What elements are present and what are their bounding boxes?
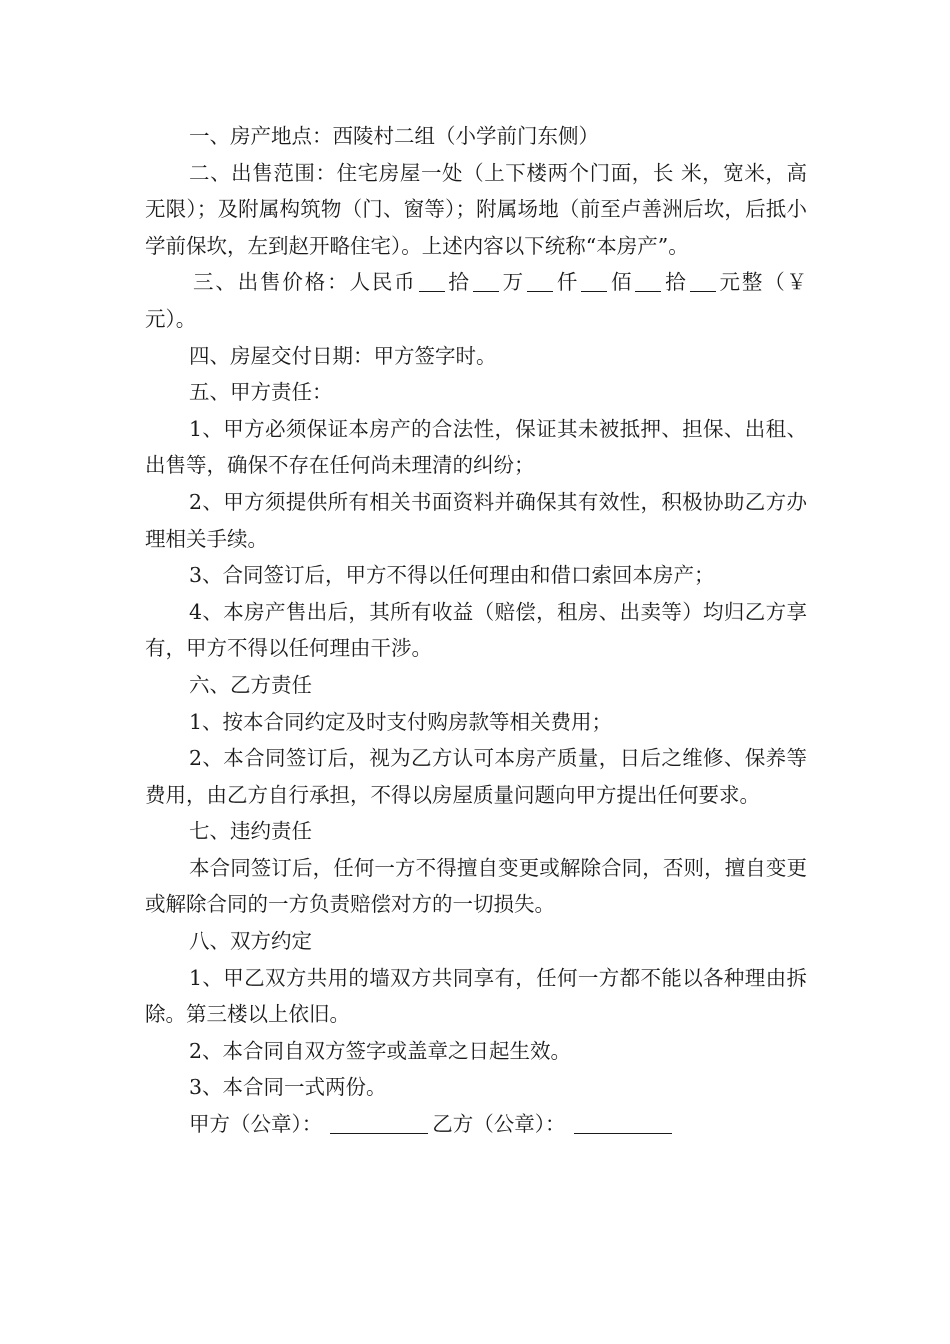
clause-location: 一、房产地点：西陵村二组（小学前门东侧）: [189, 124, 599, 148]
price-blank: [527, 267, 553, 292]
clause-price: [145, 264, 807, 337]
party-a-duty-2: 2、甲方须提供所有相关书面资料并确保其有效性，积极协助乙方办理相关手续。: [145, 489, 807, 551]
heading-agreement: 八、双方约定: [189, 929, 312, 954]
price-unit: 仟: [554, 270, 580, 295]
price-blank: [690, 267, 716, 292]
price-blank: [419, 267, 445, 292]
party-a-duty-4: 4、本房产售出后，其所有收益（赔偿，租房、出卖等）均归乙方享有，甲方不得以任何理由干涉。: [145, 599, 807, 661]
price-unit: 万: [500, 270, 525, 295]
party-b-seal-blank: [574, 1109, 672, 1134]
price-lead: 三、出售价格：人民币: [193, 270, 417, 295]
signature-line: [145, 1106, 807, 1143]
party-a-seal-blank: [330, 1109, 428, 1134]
party-a-duty-3: 3、合同签订后，甲方不得以任何理由和借口索回本房产；: [189, 563, 715, 588]
party-b-duty-1: 1、按本合同约定及时支付购房款等相关费用；: [189, 709, 613, 734]
heading-party-a-duties: 五、甲方责任：: [189, 380, 333, 405]
party-a-seal-label: 甲方（公章）：: [189, 1112, 323, 1137]
agreement-3: 3、本合同一式两份。: [189, 1075, 387, 1100]
price-unit: 拾: [663, 270, 688, 295]
agreement-1: 1、甲乙双方共用的墙双方共同享有，任何一方都不能以各种理由拆除。第三楼以上依旧。: [145, 965, 807, 1027]
agreement-2: 2、本合同自双方签字或盖章之日起生效。: [189, 1038, 572, 1063]
price-unit: 佰: [609, 270, 634, 295]
heading-party-b-duties: 六、乙方责任: [189, 672, 312, 697]
breach-text: 本合同签订后，任何一方不得擅自变更或解除合同，否则，擅自变更或解除合同的一方负责赔偿对方的一切损失。: [145, 855, 807, 917]
price-unit: 元整（￥ 元）。: [145, 270, 808, 331]
heading-breach: 七、违约责任: [189, 819, 312, 844]
party-a-duty-1: 1、甲方必须保证本房产的合法性，保证其未被抵押、担保、出租、出售等，确保不存在任何尚未理清的纠纷；: [145, 416, 807, 478]
price-blank: [581, 267, 607, 292]
price-blank: [473, 267, 499, 292]
clause-delivery: 四、房屋交付日期：甲方签字时。: [189, 343, 497, 368]
price-unit: 拾: [446, 270, 471, 295]
contract-body: [145, 118, 807, 1143]
party-b-seal-label: 乙方（公章）：: [432, 1112, 566, 1137]
party-b-duty-2: 2、本合同签订后，视为乙方认可本房产质量，日后之维修、保养等费用，由乙方自行承担，不得以房屋质量问题向甲方提出任何要求。: [145, 746, 807, 807]
price-blank: [635, 267, 661, 292]
clause-scope: 二、出售范围：住宅房屋一处（上下楼两个门面，长 米，宽米，高无限）；及附属构筑物（门、窗等）；附属场地（前至卢善洲后坎，后抵小学前保坎，左到赵开略住宅）。上述内容以下统称“本房产”。: [145, 160, 807, 258]
